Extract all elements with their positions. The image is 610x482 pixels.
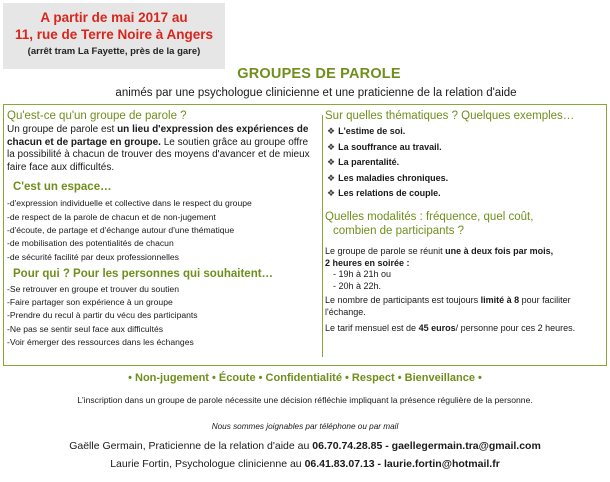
time-slot: - 20h à 22h. bbox=[333, 280, 382, 291]
what-is-text bbox=[7, 124, 317, 174]
address-note: (arrêt tram La Fayette, près de la gare) bbox=[27, 46, 201, 57]
what-is-text-b: un lieu d'expression des expériences de chacun et de partage en groupe. bbox=[7, 124, 309, 148]
count-text-c: pour faciliter l'échange. bbox=[325, 295, 571, 317]
list-item bbox=[327, 171, 603, 187]
page-title: GROUPES DE PAROLE bbox=[237, 66, 401, 82]
theme-label: L'estime de soi. bbox=[338, 126, 406, 136]
list-item: -d'écoute, de partage et d'échange autour d'une thématique bbox=[7, 224, 235, 235]
diamond-bullet-icon: ❖ bbox=[327, 141, 336, 152]
list-item bbox=[327, 124, 603, 140]
address-box bbox=[3, 3, 225, 69]
diamond-bullet-icon: ❖ bbox=[327, 188, 336, 199]
what-is-text-a: Un groupe de parole est bbox=[7, 124, 118, 135]
meeting-frequency bbox=[325, 246, 603, 269]
contact-intro: Nous sommes joignables par téléphone ou par mail bbox=[211, 422, 399, 431]
theme-label: Les maladies chroniques. bbox=[338, 172, 449, 183]
theme-label: La parentalité. bbox=[338, 157, 400, 168]
contact-role: , Psychologue clinicienne au bbox=[169, 458, 305, 470]
address-date: A partir de mai 2017 au bbox=[40, 10, 188, 25]
list-item bbox=[327, 155, 603, 171]
meet-text-b: une à deux fois par mois, bbox=[445, 245, 554, 256]
themes-heading: Sur quelles thématiques ? Quelques exemples… bbox=[325, 110, 575, 122]
list-item bbox=[327, 186, 603, 202]
column-divider bbox=[322, 115, 323, 357]
values-line: • Non-jugement • Écoute • Confidentialité • Respect • Bienveillance • bbox=[128, 372, 482, 384]
modalities-heading-line2: combien de participants ? bbox=[333, 224, 465, 237]
contact-name: Laurie Fortin bbox=[110, 458, 170, 470]
theme-label: Les relations de couple. bbox=[338, 188, 441, 199]
meeting-times bbox=[333, 269, 603, 292]
contact-role: , Praticienne de la relation d'aide au bbox=[142, 440, 313, 452]
info-box bbox=[3, 104, 607, 366]
who-heading: Pour qui ? Pour les personnes qui souhaitent… bbox=[13, 267, 274, 280]
list-item bbox=[327, 140, 603, 156]
contact-gaelle bbox=[0, 440, 610, 452]
theme-label: La souffrance au travail. bbox=[338, 141, 442, 152]
contact-name: Gaëlle Germain bbox=[69, 440, 143, 452]
right-column bbox=[325, 109, 603, 334]
modalities-heading-line1: Quelles modalités : fréquence, quel coût, bbox=[325, 210, 534, 223]
who-list bbox=[7, 283, 317, 349]
list-item: -Se retrouver en groupe et trouver du soutien bbox=[7, 283, 179, 294]
list-item: -de sécurité facilité par deux professionnelles bbox=[7, 251, 179, 262]
time-slot: - 19h à 21h ou bbox=[333, 269, 392, 280]
price-text-b: 45 euros bbox=[418, 322, 456, 333]
space-list bbox=[7, 197, 317, 263]
themes-list bbox=[327, 124, 603, 202]
page-subtitle: animés par une psychologue clinicienne et une praticienne de la relation d'aide bbox=[115, 87, 517, 99]
contact-phone-email[interactable]: 06.70.74.28.85 - gaellegermain.tra@gmail.com bbox=[312, 440, 541, 452]
what-is-text-c: Le soutien grâce au groupe offre la possibilité à chacun de trouver des moyens d'avancer et de mieux faire face aux difficultés. bbox=[7, 136, 310, 173]
diamond-bullet-icon: ❖ bbox=[327, 172, 336, 183]
price-text-a: Le tarif mensuel est de bbox=[325, 322, 419, 333]
price bbox=[325, 323, 603, 335]
list-item: -Faire partager son expérience à un groupe bbox=[7, 297, 173, 308]
count-text-b: limité à 8 bbox=[480, 295, 520, 306]
list-item: -Prendre du recul à partir du vécu des participants bbox=[7, 310, 198, 321]
list-item: -d'expression individuelle et collective dans le respect du groupe bbox=[7, 198, 252, 209]
list-item: -Voir émerger des ressources dans les échanges bbox=[7, 337, 194, 348]
price-text-c: / personne pour ces 2 heures. bbox=[455, 322, 576, 333]
list-item: -de respect de la parole de chacun et de non-jugement bbox=[7, 211, 216, 222]
registration-notice: L'inscription dans un groupe de parole nécessite une décision réfléchie impliquant la présence régulière de la personne. bbox=[77, 395, 533, 405]
what-is-heading: Qu'est-ce qu'un groupe de parole ? bbox=[7, 110, 187, 122]
participant-count bbox=[325, 295, 603, 318]
contact-phone-email[interactable]: 06.41.83.07.13 - laurie.fortin@hotmail.fr bbox=[304, 458, 500, 470]
diamond-bullet-icon: ❖ bbox=[327, 126, 336, 136]
meet-text-a: Le groupe de parole se réunit bbox=[325, 245, 446, 256]
space-heading: C'est un espace… bbox=[13, 181, 112, 194]
contact-laurie bbox=[0, 458, 610, 470]
left-column bbox=[7, 109, 317, 349]
meet-text-c: 2 heures en soirée : bbox=[325, 257, 410, 268]
modalities-heading bbox=[325, 210, 603, 238]
count-text-a: Le nombre de participants est toujours bbox=[325, 295, 481, 306]
address-street: 11, rue de Terre Noire à Angers bbox=[14, 27, 214, 42]
list-item: -Ne pas se sentir seul face aux difficultés bbox=[7, 323, 164, 334]
diamond-bullet-icon: ❖ bbox=[327, 157, 336, 168]
list-item: -de mobilisation des potentialités de chacun bbox=[7, 238, 174, 249]
